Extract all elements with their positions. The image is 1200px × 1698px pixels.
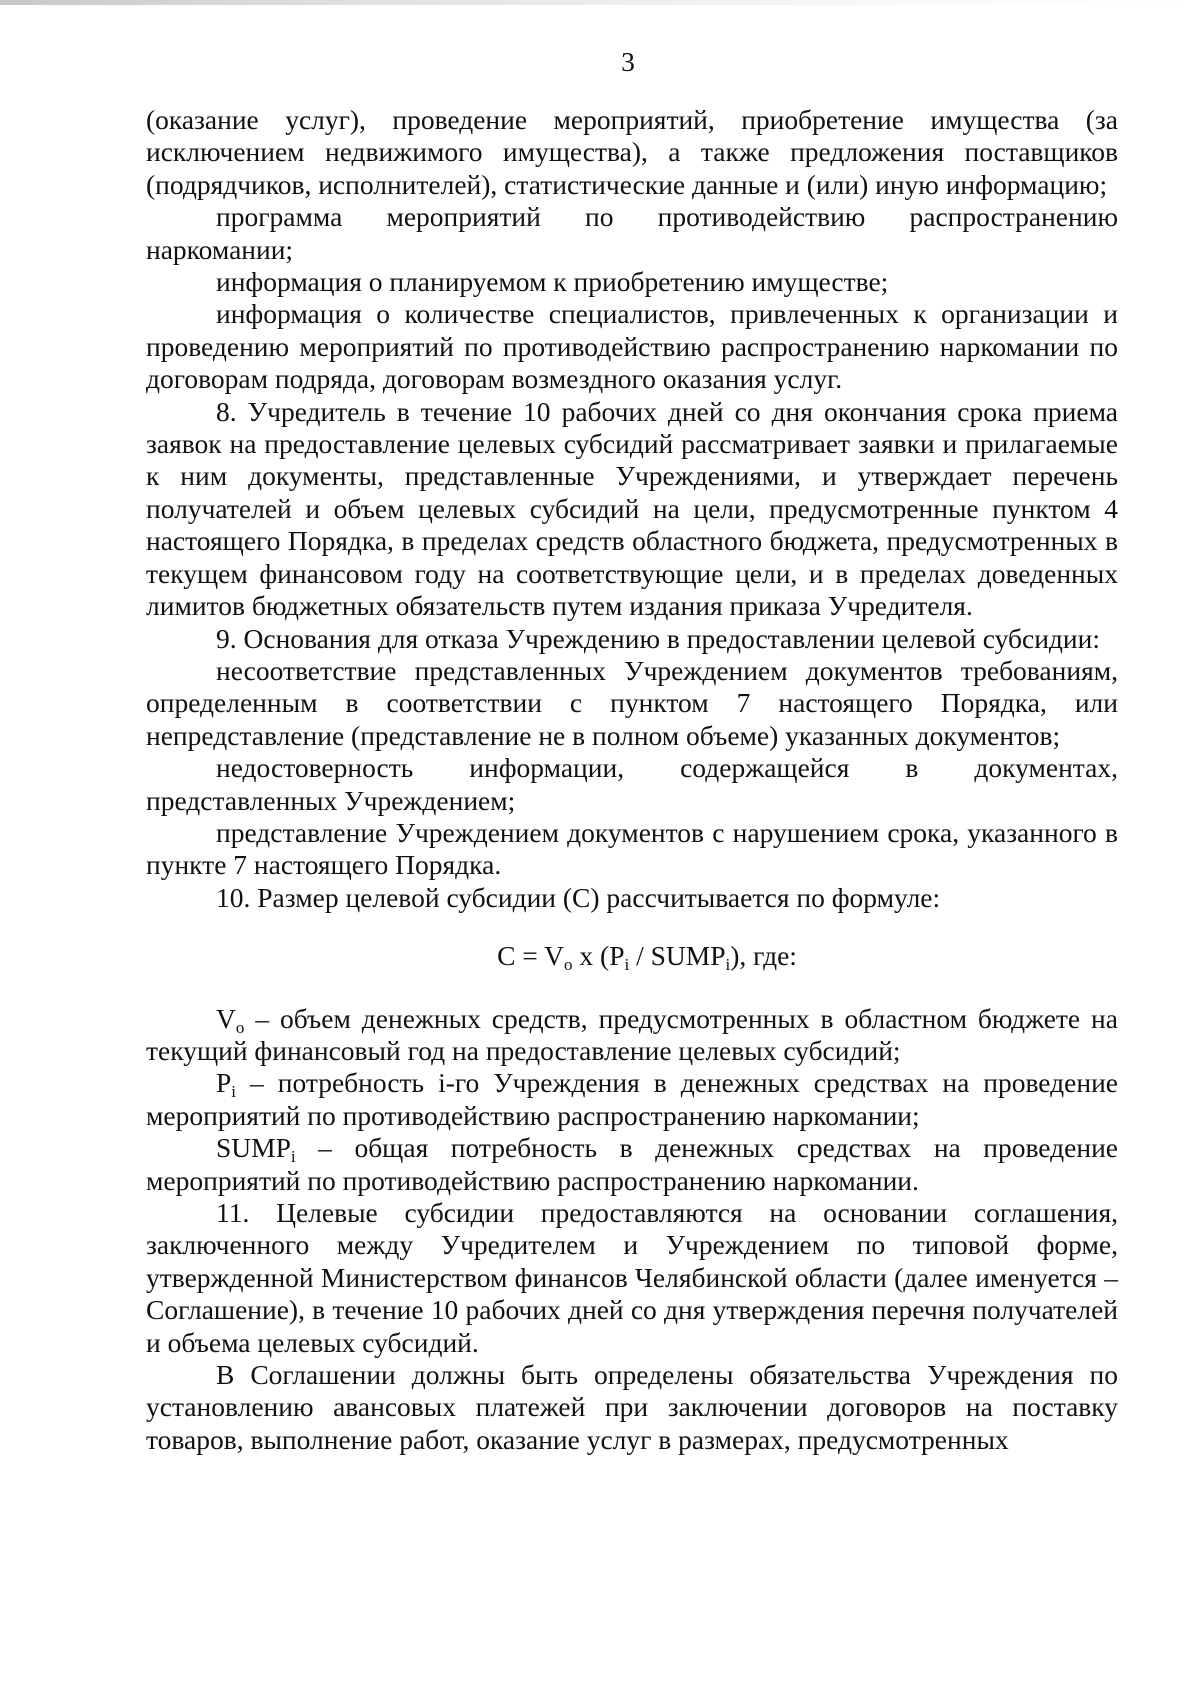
page-number: 3	[621, 46, 635, 77]
definition-symbol: V	[216, 1002, 236, 1034]
paragraph-list-continuation: (оказание услуг), проведение мероприятий, приобретение имущества (за исключением недвижимого имущества), а также предложения поставщиков (подрядчиков, исполнителей), статистические данные и (или) иную информацию;	[146, 104, 1118, 200]
paragraph-list-item: представление Учреждением документов с нарушением срока, указанного в пункте 7 настоящего Порядка.	[146, 816, 1118, 881]
definition-v	[146, 1003, 1118, 1068]
paragraph-clause-11: 11. Целевые субсидии предоставляются на основании соглашения, заключенного между Учредителем и Учреждением по типовой форме, утвержденной Министерством финансов Челябинской области (далее именуется – Соглашение), в течение 10 рабочих дней со дня утверждения перечня получателей и объема целевых субсидий.	[146, 1197, 1118, 1358]
formula-mid-1: x (P	[572, 940, 625, 972]
subsidy-formula	[146, 940, 1118, 975]
definition-text: – объем денежных средств, предусмотренных в областном бюджете на текущий финансовый год на предоставление целевых субсидий;	[146, 1002, 1118, 1066]
formula-p-subscript: i	[624, 955, 630, 975]
definition-text: – потребность i-го Учреждения в денежных средствах на проведение мероприятий по противодействию распространению наркомании;	[146, 1067, 1118, 1131]
formula-sump-subscript: i	[725, 955, 731, 975]
scan-edge-artifact	[0, 0, 1200, 5]
definition-text: – общая потребность в денежных средствах на проведение мероприятий по противодействию распространению наркомании.	[146, 1132, 1118, 1196]
definition-subscript: i	[231, 1082, 237, 1102]
paragraph-list-item: несоответствие представленных Учреждением документов требованиям, определенным в соответствии с пунктом 7 настоящего Порядка, или непредставление (представление не в полном объеме) указанных документов;	[146, 654, 1118, 751]
paragraph-list-item: программа мероприятий по противодействию распространению наркомании;	[146, 201, 1118, 265]
definition-symbol: P	[216, 1067, 232, 1099]
paragraph-clause-10: 10. Размер целевой субсидии (С) рассчитывается по формуле:	[216, 881, 941, 913]
paragraph-list-item: информация о планируемом к приобретению имуществе;	[216, 266, 889, 298]
paragraph-clause-8: 8. Учредитель в течение 10 рабочих дней со дня окончания срока приема заявок на предоставление целевых субсидий рассматривает заявки и прилагаемые к ним документы, представленные Учреждениями, и утверждает перечень получателей и объем целевых субсидий на цели, предусмотренные пунктом 4 настоящего Порядка, в пределах средств областного бюджета, предусмотренных в текущем финансовом году на соответствующие цели, и в пределах доведенных лимитов бюджетных обязательств путем издания приказа Учредителя.	[146, 395, 1118, 622]
definition-subscript: i	[290, 1147, 296, 1167]
definition-symbol: SUMP	[216, 1132, 291, 1164]
formula-v-subscript: o	[564, 955, 573, 975]
formula-mid-2: / SUMP	[629, 940, 726, 972]
definition-sump	[146, 1132, 1118, 1197]
paragraph-clause-9: 9. Основания для отказа Учреждению в предоставлении целевой субсидии:	[216, 622, 1101, 654]
paragraph-list-item: недостоверность информации, содержащейся в документах, представленных Учреждением;	[146, 752, 1118, 816]
definition-p	[146, 1067, 1118, 1132]
document-body	[146, 104, 1118, 1456]
definition-subscript: o	[235, 1017, 245, 1037]
paragraph-list-item: информация о количестве специалистов, привлеченных к организации и проведению мероприятий по противодействию распространению наркомании по договорам подряда, договорам возмездного оказания услуг.	[146, 298, 1118, 395]
formula-tail: ), где:	[730, 940, 797, 972]
paragraph-agreement-obligations: В Соглашении должны быть определены обязательства Учреждения по установлению авансовых платежей при заключении договоров на поставку товаров, выполнение работ, оказание услуг в размерах, предусмотренных	[146, 1359, 1118, 1455]
formula-lhs: C = V	[497, 940, 565, 972]
